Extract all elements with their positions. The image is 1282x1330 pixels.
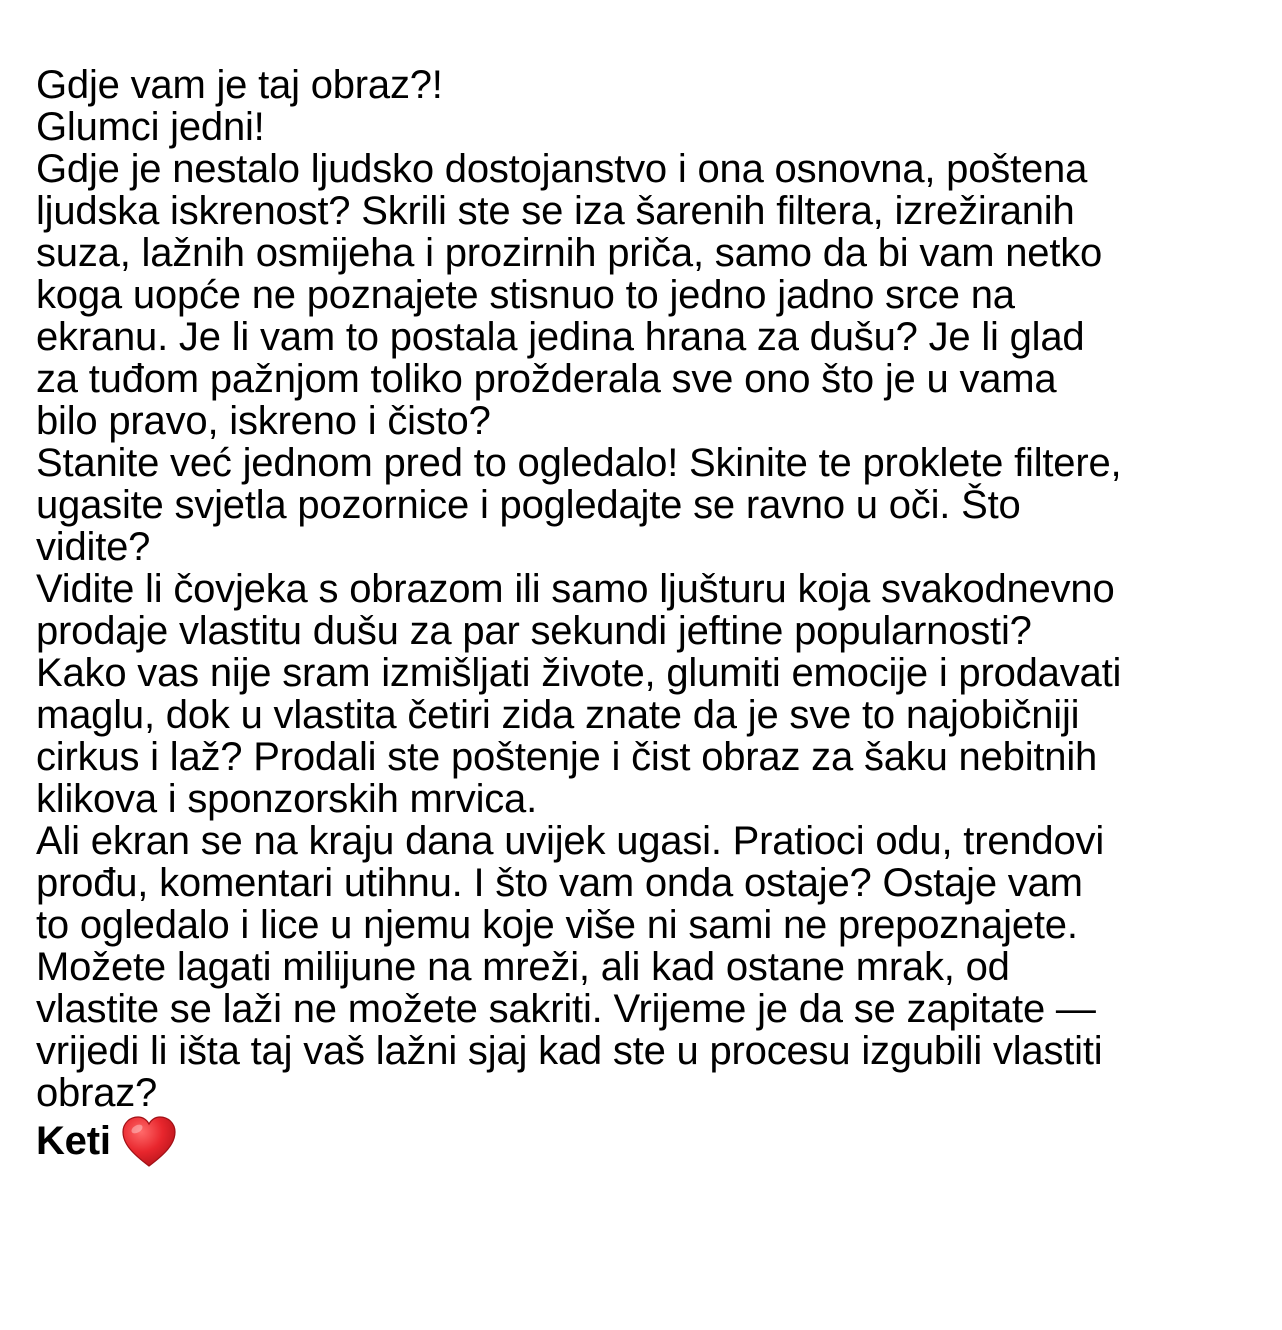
text-line: vlastite se laži ne možete sakriti. Vrijeme je da se zapitate —	[36, 987, 1096, 1031]
text-line: Možete lagati milijune na mreži, ali kad ostane mrak, od	[36, 945, 1010, 989]
text-line: bilo pravo, iskreno i čisto?	[36, 399, 491, 443]
text-line: prođu, komentari utihnu. I što vam onda ostaje? Ostaje vam	[36, 861, 1083, 905]
text-line: Ali ekran se na kraju dana uvijek ugasi. Pratioci odu, trendovi	[36, 819, 1105, 863]
text-line: za tuđom pažnjom toliko prožderala sve ono što je u vama	[36, 357, 1057, 401]
text-line: prodaje vlastitu dušu za par sekundi jeftine popularnosti?	[36, 609, 1032, 653]
post-text	[36, 64, 1256, 1168]
text-line: cirkus i laž? Prodali ste poštenje i čist obraz za šaku nebitnih	[36, 735, 1098, 779]
red-heart-icon	[121, 1116, 177, 1168]
text-line: Glumci jedni!	[36, 105, 265, 149]
text-line: obraz?	[36, 1071, 158, 1115]
text-line: suza, lažnih osmijeha i prozirnih priča, samo da bi vam netko	[36, 231, 1103, 275]
signature	[36, 1116, 1256, 1168]
text-line: to ogledalo i lice u njemu koje više ni sami ne prepoznajete.	[36, 903, 1078, 947]
text-line: Kako vas nije sram izmišljati živote, glumiti emocije i prodavati	[36, 651, 1122, 695]
text-line: vidite?	[36, 525, 151, 569]
text-line: Stanite već jednom pred to ogledalo! Skinite te proklete filtere,	[36, 441, 1122, 485]
text-line: koga uopće ne poznajete stisnuo to jedno jadno srce na	[36, 273, 1015, 317]
text-line: ekranu. Je li vam to postala jedina hrana za dušu? Je li glad	[36, 315, 1085, 359]
text-line: ljudska iskrenost? Skrili ste se iza šarenih filtera, izrežiranih	[36, 189, 1075, 233]
text-line: maglu, dok u vlastita četiri zida znate da je sve to najobičniji	[36, 693, 1080, 737]
text-line: vrijedi li išta taj vaš lažni sjaj kad ste u procesu izgubili vlastiti	[36, 1029, 1103, 1073]
text-line: Gdje vam je taj obraz?!	[36, 63, 443, 107]
signature-name: Keti	[36, 1119, 111, 1163]
text-line: klikova i sponzorskih mrvica.	[36, 777, 538, 821]
text-line: Vidite li čovjeka s obrazom ili samo ljušturu koja svakodnevno	[36, 567, 1115, 611]
text-line: ugasite svjetla pozornice i pogledajte se ravno u oči. Što	[36, 483, 1021, 527]
text-line: Gdje je nestalo ljudsko dostojanstvo i ona osnovna, poštena	[36, 147, 1088, 191]
